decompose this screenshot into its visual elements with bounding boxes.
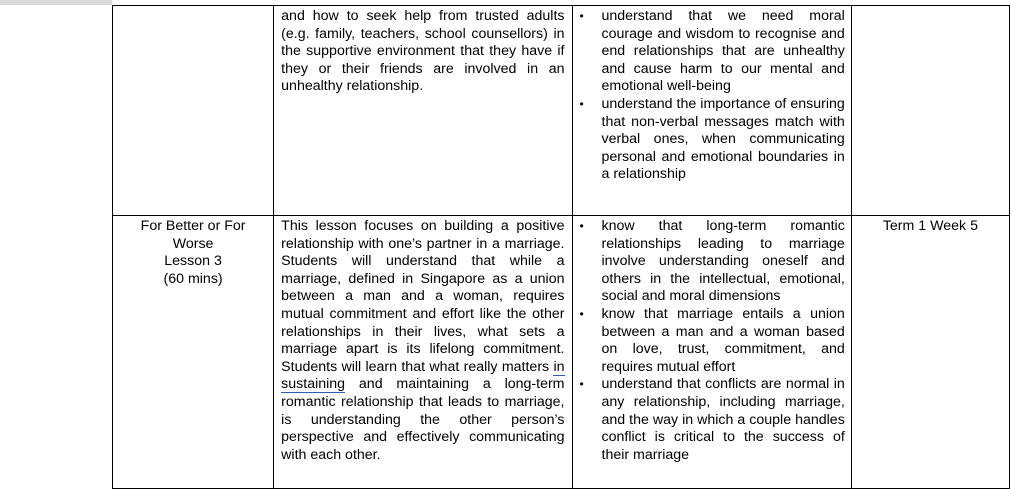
objectives-cell xyxy=(572,6,851,216)
bullet-icon: • xyxy=(579,219,584,233)
grammar-underline: in sustaining xyxy=(281,358,565,393)
objectives-cell xyxy=(572,216,851,489)
description-cell xyxy=(274,216,572,489)
description-text-cont: and maintaining a long-term romantic relationship that leads to marriage, is understanding the other person’s perspective and effectively communicating with each other. xyxy=(281,376,565,463)
objectives-list xyxy=(573,218,845,464)
page-left-margin xyxy=(0,0,112,486)
bullet-icon: • xyxy=(579,96,584,111)
bullet-icon: • xyxy=(579,377,584,392)
term-text: Term 1 Week 5 xyxy=(882,218,978,234)
objectives-list xyxy=(573,8,845,184)
list-item: • know that long-term romantic relationships leading to marriage involve understanding oneself and others in the intellectual, emotional, social and moral dimensions xyxy=(579,218,845,305)
lesson-duration: (60 mins) xyxy=(163,270,223,287)
list-item: • understand the importance of ensuring that non-verbal messages match with verbal ones, when communicating personal and emotional boundaries in a relationship xyxy=(579,95,845,183)
bullet-icon: • xyxy=(579,9,584,23)
description-text: and how to seek help from trusted adults (e.g. family, teachers, school counsellors) in the supportive environment that they have if they or their friends are involved in an unhealthy relationship. xyxy=(281,8,565,95)
list-item: • understand that we need moral courage and wisdom to recognise and end relationships that are unhealthy and cause harm to our mental and emotional well-being xyxy=(579,8,845,95)
description-text: This lesson focuses on building a positive relationship with one’s partner in a marriage. Students will understand that while a marriage, defined in Singapore as a union between a man and a woman, requires mutual commitment and effort like the other relationships in their lives, what sets a marriage apart is its lifelong commitment. Students will learn that what really matters xyxy=(281,218,565,375)
lesson-cell xyxy=(113,6,274,216)
term-cell xyxy=(851,216,1009,489)
lesson-title-line-1: For Better or For xyxy=(140,218,246,234)
lesson-number: Lesson 3 xyxy=(164,253,222,270)
list-item: • know that marriage entails a union between a man and a woman based on love, trust, commitment, and requires mutual effort xyxy=(579,305,845,375)
description-cell xyxy=(274,6,572,216)
ruler-strip xyxy=(0,0,112,5)
table-row xyxy=(113,216,1010,489)
list-item: • understand that conflicts are normal in any relationship, including marriage, and the way in which a couple handles conflict is critical to the success of their marriage xyxy=(579,376,845,463)
bullet-icon: • xyxy=(579,306,584,321)
lesson-title-line-2: Worse xyxy=(172,235,214,252)
table-row xyxy=(113,6,1010,216)
lesson-plan-table xyxy=(112,5,1010,489)
term-cell xyxy=(851,6,1009,216)
lesson-cell xyxy=(113,216,274,489)
